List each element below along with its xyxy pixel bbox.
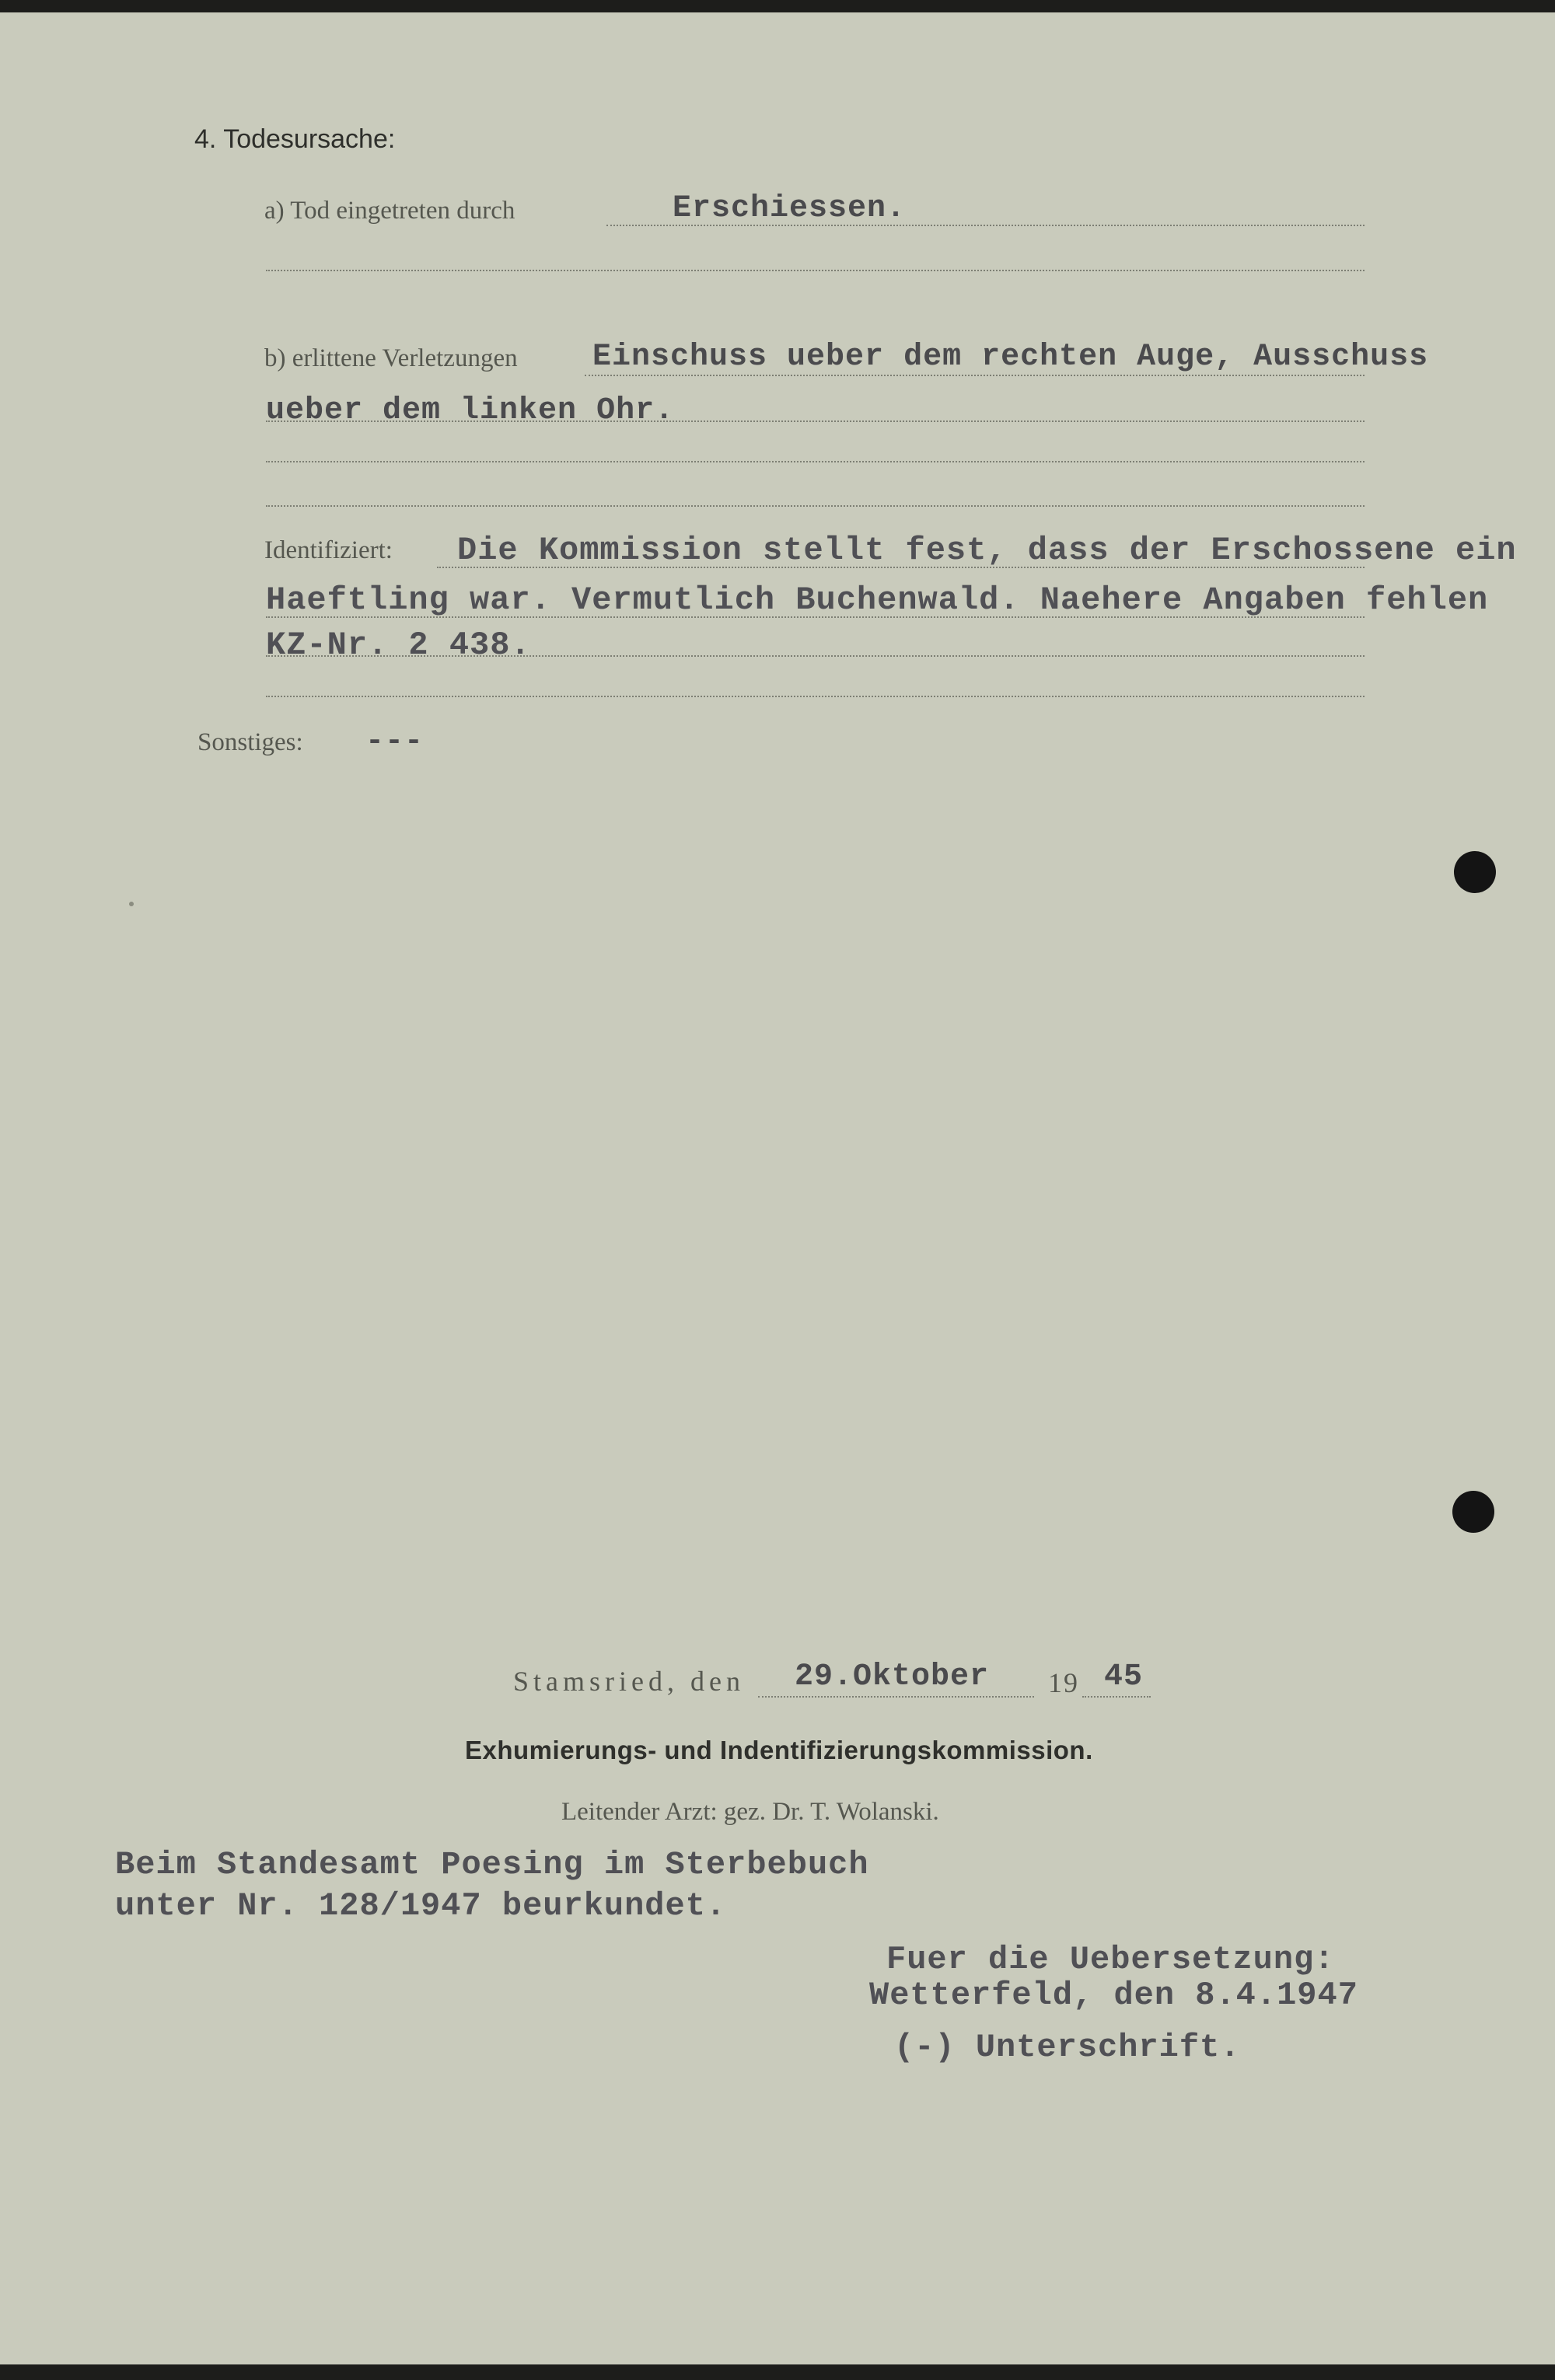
commission-doctor: Leitender Arzt: gez. Dr. T. Wolanski. [561, 1798, 939, 1826]
injuries-line-2: ueber dem linken Ohr. [266, 393, 675, 428]
translation-line-3: (-) Unterschrift. [894, 2029, 1241, 2066]
blank-dotted-line-2 [266, 461, 1365, 462]
blank-dotted-line-4 [266, 696, 1365, 697]
blank-dotted-line-1 [266, 270, 1365, 271]
injuries-line-1: Einschuss ueber dem rechten Auge, Ausschuss [592, 340, 1429, 375]
scan-bottom-edge [0, 2364, 1555, 2380]
commission-name: Exhumierungs- und Indentifizierungskommission. [465, 1736, 1093, 1764]
section-heading: 4. Todesursache: [194, 124, 396, 154]
place-label: Stamsried, den [513, 1666, 745, 1697]
cause-value: Erschiessen. [673, 191, 907, 226]
binder-hole-top [1454, 851, 1496, 893]
identified-line-3: KZ-Nr. 2 438. [266, 626, 531, 664]
translation-line-1: Fuer die Uebersetzung: [886, 1941, 1335, 1978]
registry-line-1: Beim Standesamt Poesing im Sterbebuch [115, 1846, 869, 1883]
injuries-dotted-line-1 [585, 375, 1365, 376]
cause-label: a) Tod eingetreten durch [264, 197, 515, 225]
blank-dotted-line-3 [266, 505, 1365, 507]
binder-hole-bottom [1452, 1491, 1494, 1533]
identified-line-2: Haeftling war. Vermutlich Buchenwald. Naehere Angaben fehlen [266, 581, 1489, 619]
other-value: --- [365, 724, 425, 759]
year-dotted-line [1082, 1696, 1151, 1698]
year-suffix: 45 [1104, 1659, 1144, 1694]
scan-top-edge [0, 0, 1555, 12]
translation-line-2: Wetterfeld, den 8.4.1947 [869, 1977, 1358, 2014]
identified-line-1: Die Kommission stellt fest, dass der Erschossene ein [457, 532, 1517, 569]
paper-speck [129, 902, 134, 906]
registry-line-2: unter Nr. 128/1947 beurkundet. [115, 1887, 727, 1925]
other-label: Sonstiges: [197, 728, 303, 756]
year-prefix: 19 [1048, 1667, 1079, 1698]
date-dotted-line [758, 1696, 1034, 1698]
identified-label: Identifiziert: [264, 536, 393, 564]
injuries-label: b) erlittene Verletzungen [264, 344, 518, 372]
date-value: 29.Oktober [795, 1659, 990, 1694]
